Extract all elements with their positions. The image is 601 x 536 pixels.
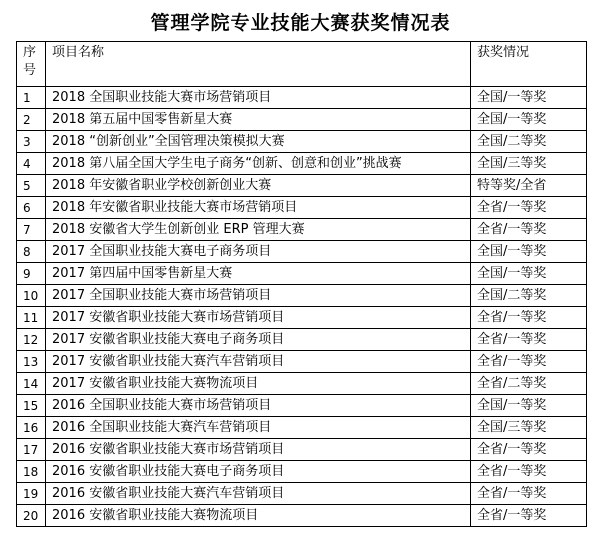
row-number-cell: 8 (17, 241, 46, 263)
row-number-cell: 4 (17, 153, 46, 175)
project-name-cell: 2017 安徽省职业技能大赛电子商务项目 (46, 329, 471, 351)
project-name-cell: 2016 全国职业技能大赛市场营销项目 (46, 395, 471, 417)
table-row (17, 351, 587, 373)
project-name-cell: 2017 安徽省职业技能大赛市场营销项目 (46, 307, 471, 329)
row-number-cell: 10 (17, 285, 46, 307)
column-header-number-line2: 号 (23, 63, 37, 78)
row-number-cell: 5 (17, 175, 46, 197)
project-name-cell: 2017 安徽省职业技能大赛汽车营销项目 (46, 351, 471, 373)
award-cell: 全省/一等奖 (471, 329, 587, 351)
table-row (17, 197, 587, 219)
table-row (17, 263, 587, 285)
award-cell: 全国/二等奖 (471, 131, 587, 153)
award-cell: 全省/一等奖 (471, 219, 587, 241)
awards-table (16, 41, 587, 527)
award-cell: 全国/二等奖 (471, 285, 587, 307)
row-number-cell: 18 (17, 461, 46, 483)
project-name-cell: 2016 安徽省职业技能大赛电子商务项目 (46, 461, 471, 483)
row-number-cell: 6 (17, 197, 46, 219)
project-name-cell: 2018 第八届全国大学生电子商务“创新、创意和创业”挑战赛 (46, 153, 471, 175)
project-name-cell: 2016 安徽省职业技能大赛汽车营销项目 (46, 483, 471, 505)
award-cell: 全省/一等奖 (471, 483, 587, 505)
award-cell: 全省/一等奖 (471, 461, 587, 483)
table-row (17, 461, 587, 483)
award-cell: 全省/一等奖 (471, 197, 587, 219)
project-name-cell: 2018 安徽省大学生创新创业 ERP 管理大赛 (46, 219, 471, 241)
award-cell: 全国/三等奖 (471, 153, 587, 175)
table-row (17, 505, 587, 527)
page-title: 管理学院专业技能大赛获奖情况表 (150, 12, 451, 34)
table-row (17, 131, 587, 153)
table-row (17, 329, 587, 351)
table-row (17, 307, 587, 329)
row-number-cell: 11 (17, 307, 46, 329)
table-row (17, 241, 587, 263)
row-number-cell: 2 (17, 109, 46, 131)
table-row (17, 219, 587, 241)
column-header-project-name: 项目名称 (46, 42, 471, 87)
column-header-number (17, 42, 46, 87)
project-name-cell: 2017 第四届中国零售新星大赛 (46, 263, 471, 285)
award-cell: 全省/一等奖 (471, 505, 587, 527)
project-name-cell: 2017 安徽省职业技能大赛物流项目 (46, 373, 471, 395)
table-row (17, 373, 587, 395)
award-cell: 全省/一等奖 (471, 351, 587, 373)
project-name-cell: 2018 全国职业技能大赛市场营销项目 (46, 87, 471, 109)
project-name-cell: 2018 第五届中国零售新星大赛 (46, 109, 471, 131)
row-number-cell: 19 (17, 483, 46, 505)
project-name-cell: 2016 安徽省职业技能大赛物流项目 (46, 505, 471, 527)
row-number-cell: 1 (17, 87, 46, 109)
row-number-cell: 16 (17, 417, 46, 439)
row-number-cell: 13 (17, 351, 46, 373)
table-row (17, 285, 587, 307)
column-header-number-line1: 序 (23, 45, 37, 60)
table-row (17, 153, 587, 175)
project-name-cell: 2016 安徽省职业技能大赛市场营销项目 (46, 439, 471, 461)
row-number-cell: 15 (17, 395, 46, 417)
award-cell: 全国/一等奖 (471, 87, 587, 109)
row-number-cell: 12 (17, 329, 46, 351)
table-row (17, 439, 587, 461)
table-header-row (17, 42, 587, 87)
table-row (17, 395, 587, 417)
table-row (17, 417, 587, 439)
award-cell: 全省/一等奖 (471, 307, 587, 329)
table-row (17, 87, 587, 109)
column-header-award: 获奖情况 (471, 42, 587, 87)
award-cell: 全国/一等奖 (471, 395, 587, 417)
row-number-cell: 9 (17, 263, 46, 285)
project-name-cell: 2016 全国职业技能大赛汽车营销项目 (46, 417, 471, 439)
award-cell: 全省/二等奖 (471, 373, 587, 395)
row-number-cell: 20 (17, 505, 46, 527)
row-number-cell: 3 (17, 131, 46, 153)
award-cell: 特等奖/全省 (471, 175, 587, 197)
project-name-cell: 2018 “创新创业”全国管理决策模拟大赛 (46, 131, 471, 153)
table-body (17, 87, 587, 527)
project-name-cell: 2018 年安徽省职业技能大赛市场营销项目 (46, 197, 471, 219)
project-name-cell: 2018 年安徽省职业学校创新创业大赛 (46, 175, 471, 197)
row-number-cell: 14 (17, 373, 46, 395)
award-cell: 全国/三等奖 (471, 417, 587, 439)
award-cell: 全国/一等奖 (471, 241, 587, 263)
award-cell: 全省/一等奖 (471, 439, 587, 461)
table-row (17, 175, 587, 197)
table-row (17, 483, 587, 505)
project-name-cell: 2017 全国职业技能大赛电子商务项目 (46, 241, 471, 263)
award-cell: 全国/一等奖 (471, 109, 587, 131)
award-cell: 全国/一等奖 (471, 263, 587, 285)
table-row (17, 109, 587, 131)
row-number-cell: 7 (17, 219, 46, 241)
row-number-cell: 17 (17, 439, 46, 461)
project-name-cell: 2017 全国职业技能大赛市场营销项目 (46, 285, 471, 307)
